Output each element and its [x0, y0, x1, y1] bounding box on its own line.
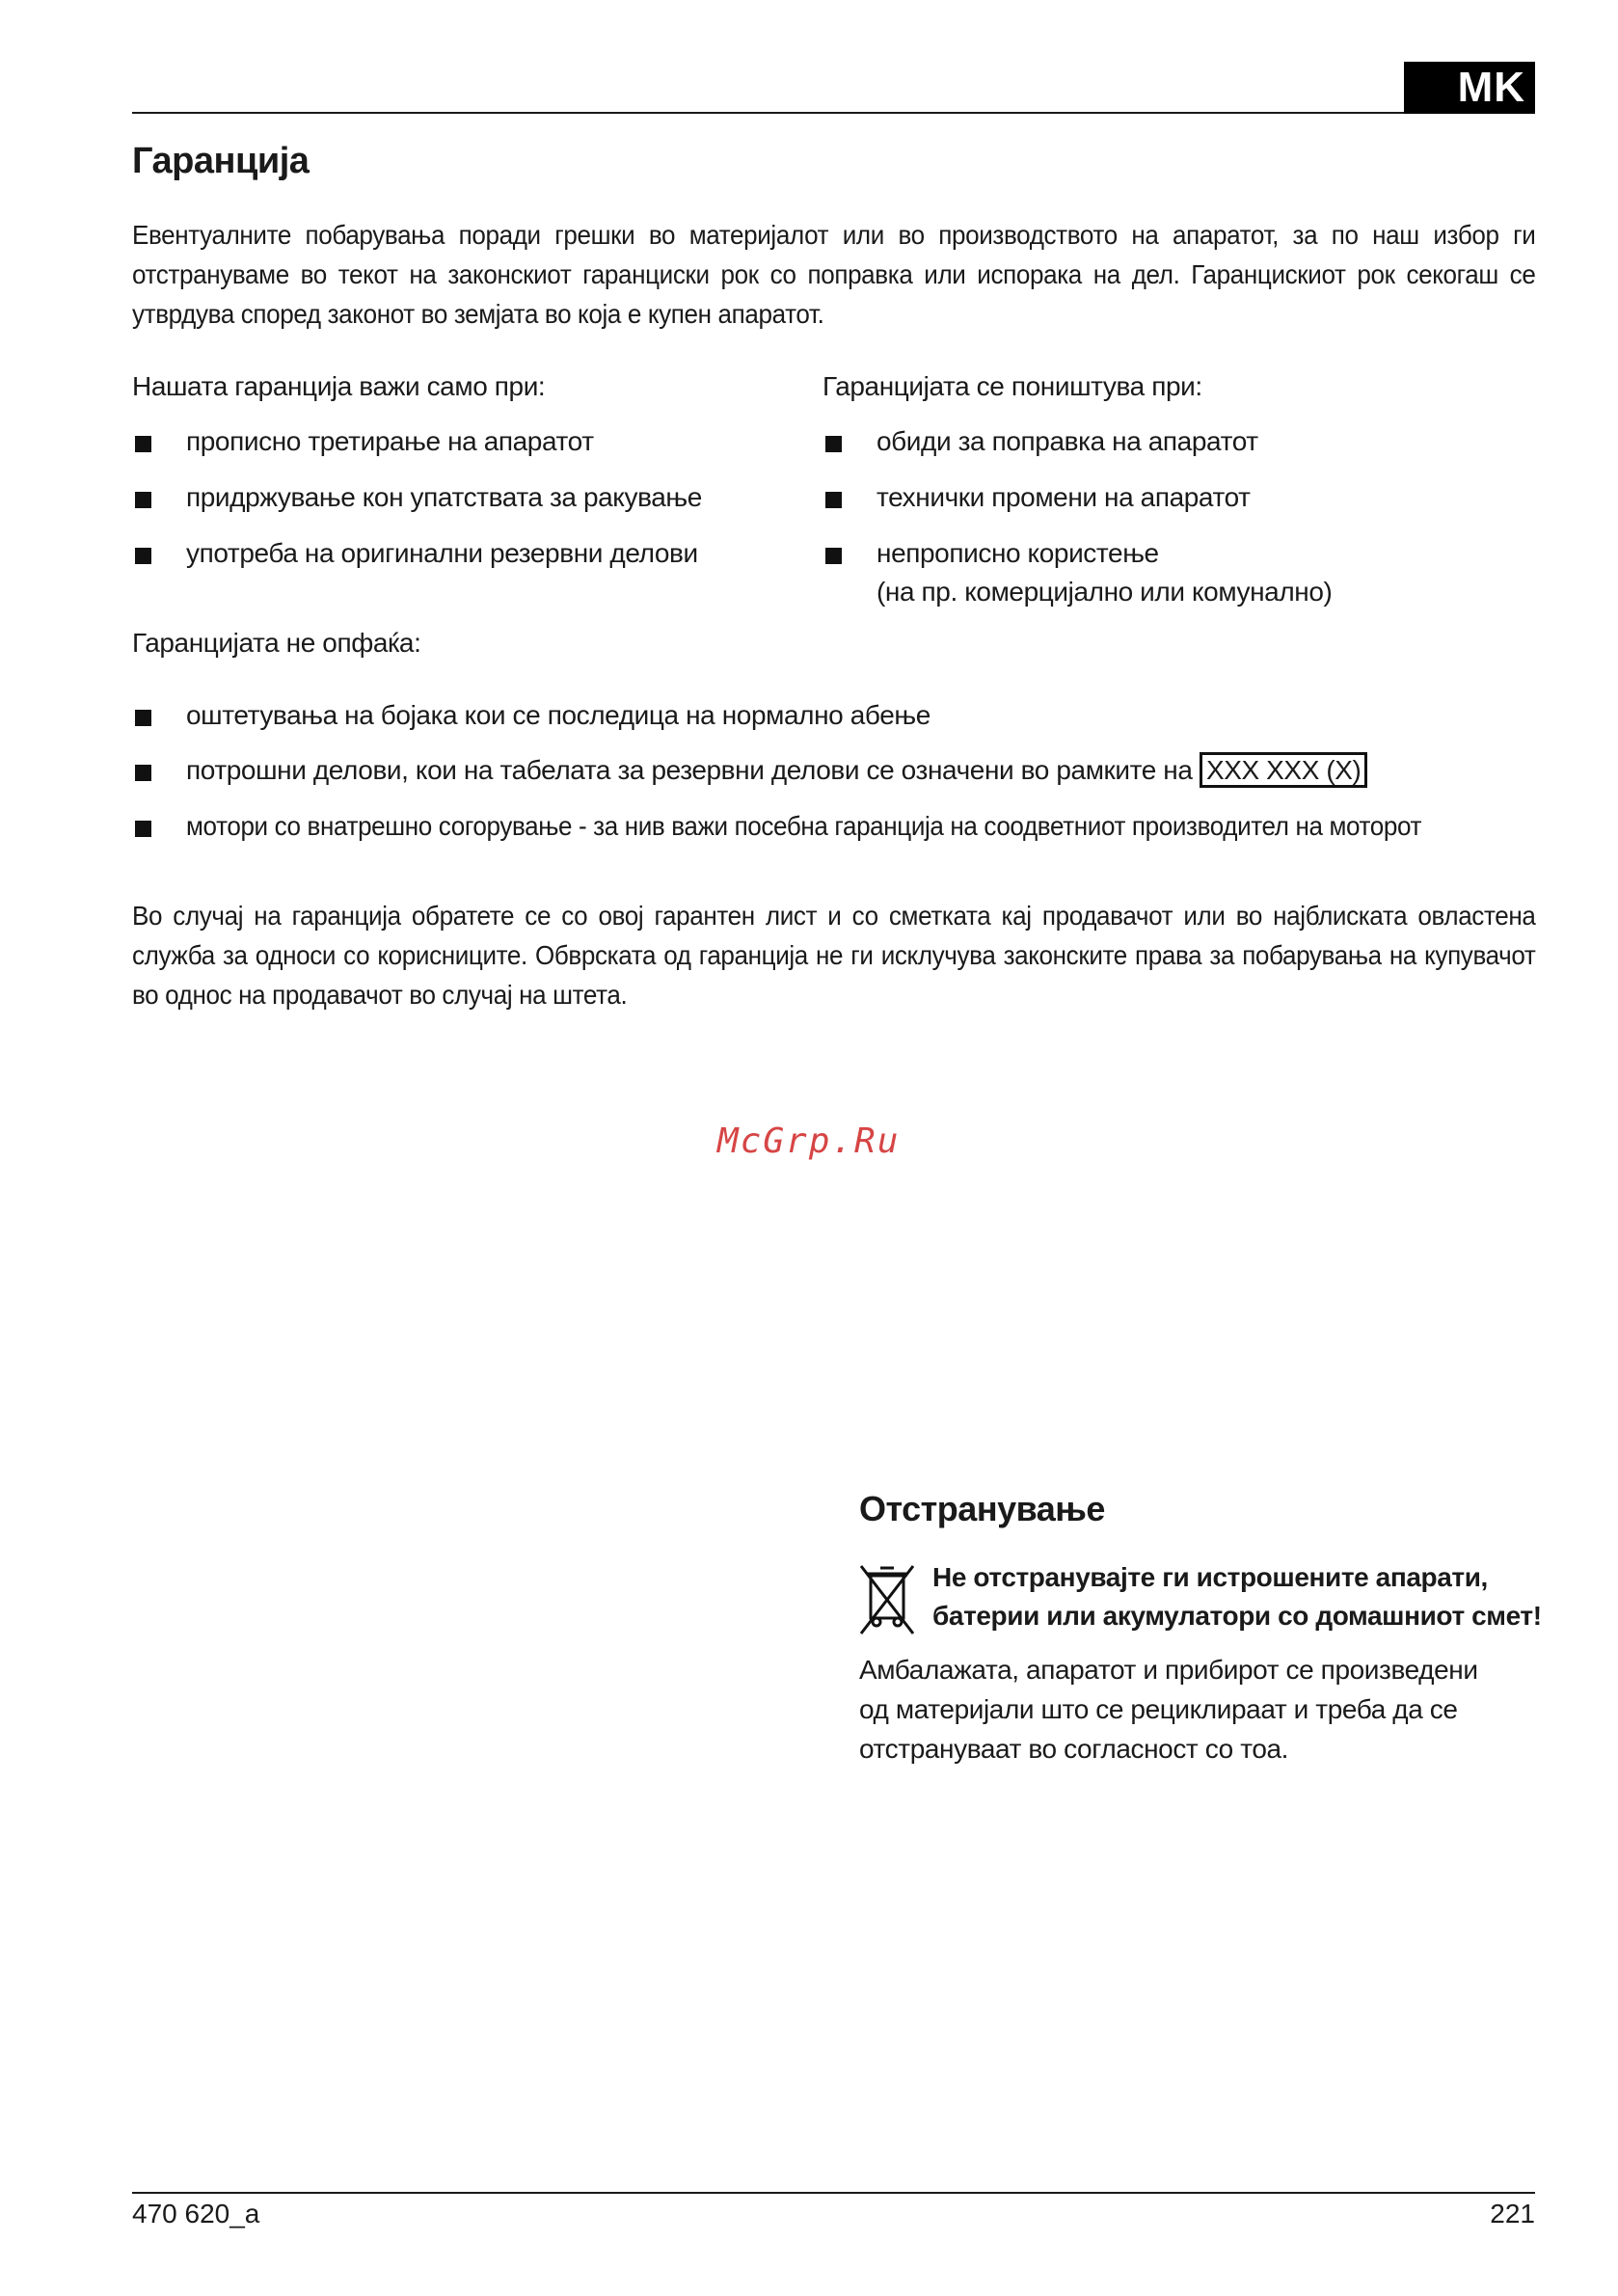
bullet-icon	[135, 548, 151, 564]
disposal-text-line: отстрануваат во согласност со тоа.	[859, 1734, 1289, 1764]
doc-code: 470 620_a	[132, 2199, 260, 2228]
valid-item: употреба на оригинални резервни делови	[186, 538, 698, 568]
bullet-icon	[135, 436, 151, 452]
bullet-icon	[135, 821, 151, 837]
bullet-icon	[135, 710, 151, 726]
bullet-icon	[135, 765, 151, 781]
page-number: 221	[1490, 2199, 1535, 2228]
void-item: непрописно користење	[876, 538, 1159, 568]
bullet-icon	[825, 492, 842, 508]
warranty-closing: Во случај на гаранција обратете се со овој гарантен лист и со сметката кај продавачот или во најблиската овластена служба за односи со корисниците. Обврската од гаранција не ги исклучува законските права за побарувања на купувачот во однос на продавачот во случај на штета.	[132, 901, 1536, 1010]
warranty-title: Гаранција	[132, 141, 310, 181]
bullet-icon	[135, 492, 151, 508]
void-item-note: (на пр. комерцијално или комунално)	[876, 577, 1333, 607]
warranty-intro: Евентуалните побарувања поради грешки во материјалот или во производството на апаратот, за по наш избор ги отстрануваме во текот на законскиот гаранциски рок со поправка или испорака на дел. Гаранцискиот рок секогаш се утврдува според законот во земјата во која е купен апаратот.	[132, 220, 1536, 329]
bullet-icon	[825, 548, 842, 564]
valid-heading: Нашата гаранција важи само при:	[132, 371, 546, 401]
warranty-intro-block	[132, 215, 1535, 334]
excluded-item: оштетувања на бојака кои се последица на нормално абење	[186, 700, 930, 730]
watermark: McGrp.Ru	[717, 1121, 901, 1161]
excluded-item-text: потрошни делови, кои на табелата за резервни делови се означени во рамките на	[186, 755, 1193, 785]
disposal-title: Отстранување	[859, 1489, 1105, 1528]
excluded-item	[186, 755, 1367, 786]
disposal-text-line: од материјали што се рециклираат и треба да се	[859, 1694, 1458, 1724]
language-tab: MK	[1404, 62, 1535, 114]
disposal-warning-line1: Не отстранувајте ги истрошените апарати,	[932, 1562, 1488, 1592]
header-rule	[132, 112, 1535, 114]
footer-rule	[132, 2192, 1535, 2194]
frame-code-box: XXX XXX (X)	[1200, 752, 1368, 788]
disposal-text-line: Амбалажата, апаратот и прибирот се произведени	[859, 1655, 1478, 1685]
void-heading: Гаранцијата се поништува при:	[822, 371, 1202, 401]
void-item: обиди за поправка на апаратот	[876, 426, 1258, 456]
warranty-closing-block	[132, 896, 1535, 1014]
void-item: технички промени на апаратот	[876, 482, 1251, 512]
disposal-warning-line2: батерии или акумулатори со домашниот смет!	[932, 1601, 1542, 1631]
valid-item: прописно третирање на апаратот	[186, 426, 594, 456]
excluded-heading: Гаранцијата не опфаќа:	[132, 628, 421, 658]
crossed-out-bin-icon	[857, 1562, 917, 1637]
bullet-icon	[825, 436, 842, 452]
valid-item: придржување кон упатствата за ракување	[186, 482, 702, 512]
excluded-item: мотори со внатрешно согорување - за нив важи посебна гаранција на соодветниот производител на моторот	[186, 811, 1422, 841]
